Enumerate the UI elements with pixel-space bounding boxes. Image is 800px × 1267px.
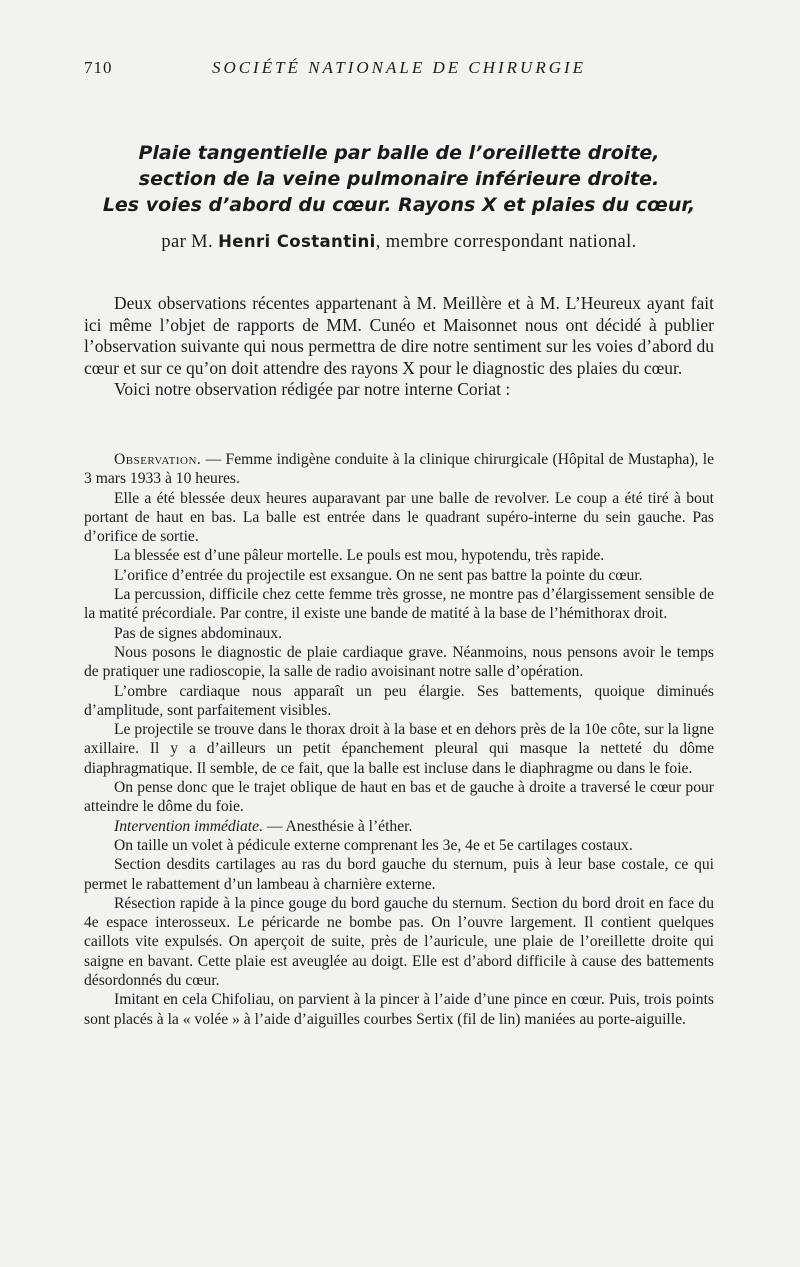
observation-paragraph-10: On pense donc que le trajet oblique de haut en bas et de gauche à droite a traversé le cœur pour atteindre le dôme du foie. [84, 779, 714, 816]
observation-paragraph-6: Pas de signes abdominaux. [114, 624, 283, 642]
observation-p1-text: — Femme indigène conduite à la clinique chirurgicale (Hôpital de Mustapha), le 3 mars 1933 à 10 heures. [84, 451, 714, 488]
title-line-1: Plaie tangentielle par balle de l’oreillette droite, [138, 142, 660, 164]
observation-paragraph-13: Section desdits cartilages au ras du bord gauche du sternum, puis à leur base costale, ce qui permet le rabattement d’un lambeau à charnière externe. [84, 856, 714, 893]
observation-paragraph-4: L’orifice d’entrée du projectile est exsangue. On ne sent pas battre la pointe du cœur. [114, 566, 643, 584]
running-head: SOCIÉTÉ NATIONALE DE CHIRURGIE [211, 58, 587, 77]
intervention-text: — Anesthésie à l’éther. [262, 817, 413, 835]
intervention-label: Intervention immédiate. [114, 817, 263, 835]
observation-paragraph-15: Imitant en cela Chifoliau, on parvient à la pincer à l’aide d’une pince en cœur. Puis, trois points sont placés à la « volée » à l’aide d’aiguilles courbes Sertix (fil de lin) maniées au porte-aiguille. [84, 991, 714, 1028]
page-header [84, 58, 714, 82]
observation-paragraph-11 [84, 817, 714, 836]
article-title [84, 140, 714, 218]
introduction [84, 293, 714, 401]
byline-prefix: par M. [161, 232, 214, 252]
observation-paragraph-7: Nous posons le diagnostic de plaie cardiaque grave. Néanmoins, nous pensons avoir le temps de pratiquer une radioscopie, la salle de radio avoisinant notre salle d’opération. [84, 643, 714, 681]
observation-paragraph-8: L’ombre cardiaque nous apparaît un peu élargie. Ses battements, quoique diminués d’amplitude, sont parfaitement visibles. [84, 682, 714, 719]
page-number: 710 [84, 58, 113, 77]
observation-label: Observation. [114, 451, 202, 468]
observation-paragraph-14: Résection rapide à la pince gouge du bord gauche du sternum. Section du bord droit en face du 4e espace interosseux. Le péricarde ne bombe pas. On l’ouvre largement. Il contient quelques caillots vite expulsés. On aperçoit de suite, près de l’auricule, une plaie de l’oreillette droite qui saigne en bavant. Cette plaie est aveuglée au doigt. Elle est d’abord difficile à cause des battements désordonnés du cœur. [84, 894, 714, 990]
observation-paragraph-2: Elle a été blessée deux heures auparavant par une balle de revolver. Le coup a été tiré à bout portant de haut en bas. La balle est entrée dans le quadrant supéro-interne du sein gauche. Pas d’orifice de sortie. [84, 489, 714, 546]
observation-paragraph-5: La percussion, difficile chez cette femme très grosse, ne montre pas d’élargissement sensible de la matité précordiale. Par contre, il existe une bande de matité à la base de l’hémithorax droit. [84, 586, 714, 623]
observation-paragraph-9: Le projectile se trouve dans le thorax droit à la base et en dehors près de la 10e côte, sur la ligne axillaire. Il y a d’ailleurs un petit épanchement pleural qui masque la netteté du dôme diaphragmatique. Il semble, de ce fait, que la balle est incluse dans le diaphragme ou dans le foie. [84, 721, 714, 777]
observation-paragraph-3: La blessée est d’une pâleur mortelle. Le pouls est mou, hypotendu, très rapide. [114, 547, 605, 565]
intro-paragraph-2: Voici notre observation rédigée par notre interne Coriat : [114, 379, 511, 400]
observation-section [84, 450, 714, 1029]
byline-suffix: , membre correspondant national. [375, 232, 637, 252]
byline [84, 232, 714, 253]
author-name: Henri Costantini [218, 232, 376, 251]
observation-paragraph-1 [84, 450, 714, 489]
observation-paragraph-12: On taille un volet à pédicule externe comprenant les 3e, 4e et 5e cartilages costaux. [114, 836, 633, 854]
title-line-2: section de la veine pulmonaire inférieure droite. [138, 168, 660, 190]
title-line-3: Les voies d’abord du cœur. Rayons X et plaies du cœur, [102, 194, 696, 216]
intro-paragraph-1: Deux observations récentes appartenant à M. Meillère et à M. L’Heureux ayant fait ici même l’objet de rapports de MM. Cunéo et Maisonnet nous ont décidé à publier l’observation suivante qui nous permettra de dire notre sentiment sur les voies d’abord du cœur et sur ce qu’on doit attendre des rayons X pour le diagnostic des plaies du cœur. [84, 293, 714, 378]
